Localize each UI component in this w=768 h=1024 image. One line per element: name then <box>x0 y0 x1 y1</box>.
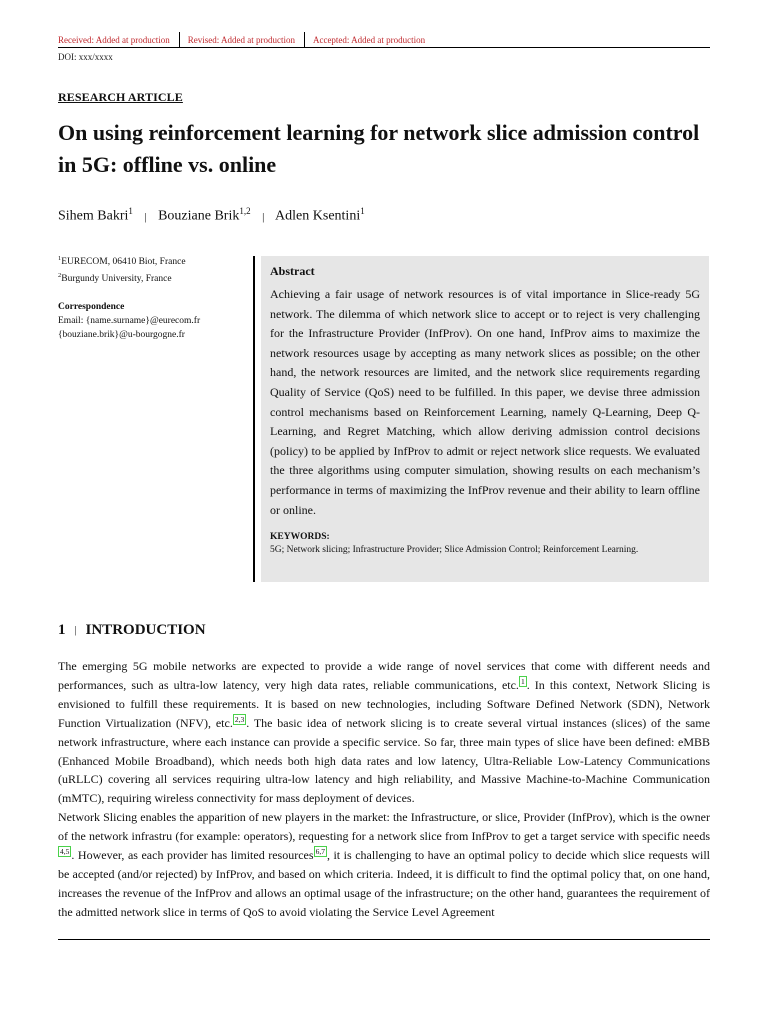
keywords-text: 5G; Network slicing; Infrastructure Provider; Slice Admission Control; Reinforcement Learning. <box>270 545 639 556</box>
affiliation-item: $^2$Burgundy University, France <box>58 272 172 285</box>
section-number: 1 <box>58 622 66 638</box>
citation-link[interactable]: 1 <box>520 676 525 686</box>
section-separator: | <box>74 625 77 636</box>
affiliations <box>58 252 243 342</box>
revised-date: Revised: Added at production <box>187 35 295 45</box>
author-name: Bouziane Brik <box>158 208 240 224</box>
author-separator: | <box>144 210 147 223</box>
correspondence-heading: Correspondence <box>58 302 125 313</box>
abstract-text: Achieving a fair usage of network resources is of vital importance in Slice-ready 5G network. The dilemma of which network slice to accept or to reject is very challenging for the Infrastructure Provider (InfProv). On one hand, InfProv aims to maximize the network resources usage by accepting as many network slices as possible; on the other hand, the network resources are limited, and the network slice requirements regarding Quality of Service (QoS) need to be fulfilled. In this paper, we devise three admission control mechanisms based on Reinforcement Learning, namely Q-Learning, Deep Q-Learning, and Regret Matching, which allow deriving admission control decisions (policy) to be applied by InfProv to admit or reject network slice requests. We evaluated the three algorithms using computer simulation, showing results on each mechanism’s performance in terms of maximizing the InfProv revenue and their ability to learn offline or online. <box>270 287 700 517</box>
author-name: Sihem Bakri <box>58 208 129 224</box>
abstract-divider <box>253 256 255 582</box>
footer-rule <box>58 939 710 940</box>
article-history <box>58 32 434 48</box>
paragraph: Network Slicing enables the apparition of new players in the market: the Infrastructure, or slice, Provider (InfProv), which is the owner of the network infrastru (for example: operators), requesting for a network slice from InfProv to get a target service with specific needs4,5 . However, as each provider has limited resources 6,7 , it is challenging to have an optimal policy to decide which slice requests will be accepted (and/or rejected) by InfProv, and based on which criteria. Indeed, it is difficult to find the optimal policy that, on one hand, increases the revenue of the InfProv and allows an optimal usage of the infrastructure; on the other hand, guarantees the requirement of the admitted network slice in terms of QoS to avoid violating the Service Level Agreement <box>58 810 711 919</box>
body-text <box>58 657 710 922</box>
correspondence-email: {bouziane.brik}@u-bourgogne.fr <box>58 330 185 341</box>
affiliation-item: $^1$EURECOM, 06410 Biot, France <box>58 255 186 268</box>
keywords-heading: KEYWORDS: <box>270 532 330 543</box>
doi: DOI: xxx/xxxx <box>58 52 113 62</box>
correspondence-email: Email: {name.surname}@eurecom.fr <box>58 316 201 327</box>
article-type: RESEARCH ARTICLE <box>58 90 183 104</box>
author-affiliation-mark: 1 <box>128 206 133 216</box>
author-affiliation-mark: 1 <box>360 206 365 216</box>
section-title: INTRODUCTION <box>85 622 206 638</box>
paragraph: The emerging 5G mobile networks are expected to provide a wide range of novel services that come with different needs and performances, such as ultra-low latency, very high data rates, reliable communications, etc. 1 . In this context, Network Slicing is envisioned to fulfill these requirements. It is based on new technologies, including Software Defined Network (SDN), Network Function Virtualization (NFV), etc. 2,3 . The basic idea of network slicing is to create several virtual instances (slices) of the same network infrastructure, where each instance can provide a specific service. So far, three main types of slice have been defined: eMBB (Enhanced Mobile Broadband), which needs both high data rates and low latency, Ultra-Reliable Low-Latency Communications (uRLLC) covering all services requiring ultra-low latency and high reliability, and Massive Machine-to-Machine Communication (mMTC), requiring wireless connectivity for mass deployment of devices. <box>58 659 711 806</box>
accepted-date: Accepted: Added at production <box>312 35 426 45</box>
header-rule <box>58 47 710 48</box>
citation-link[interactable]: 2,3 <box>234 714 245 724</box>
abstract-box <box>261 256 709 582</box>
received-date: Received: Added at production <box>58 35 170 45</box>
author-separator: | <box>262 210 265 223</box>
author-list <box>58 206 365 225</box>
author-affiliation-mark: 1,2 <box>239 206 251 216</box>
paper-title: On using reinforcement learning for network slice admission control in 5G: offline vs. online <box>58 120 700 177</box>
history-divider <box>304 32 305 48</box>
abstract-heading: Abstract <box>270 264 315 278</box>
history-divider <box>179 32 180 48</box>
author-name: Adlen Ksentini <box>275 208 361 224</box>
citation-link[interactable]: 6,7 <box>315 847 325 857</box>
citation-link[interactable]: 4,5 <box>60 847 70 857</box>
section-heading <box>58 622 206 639</box>
